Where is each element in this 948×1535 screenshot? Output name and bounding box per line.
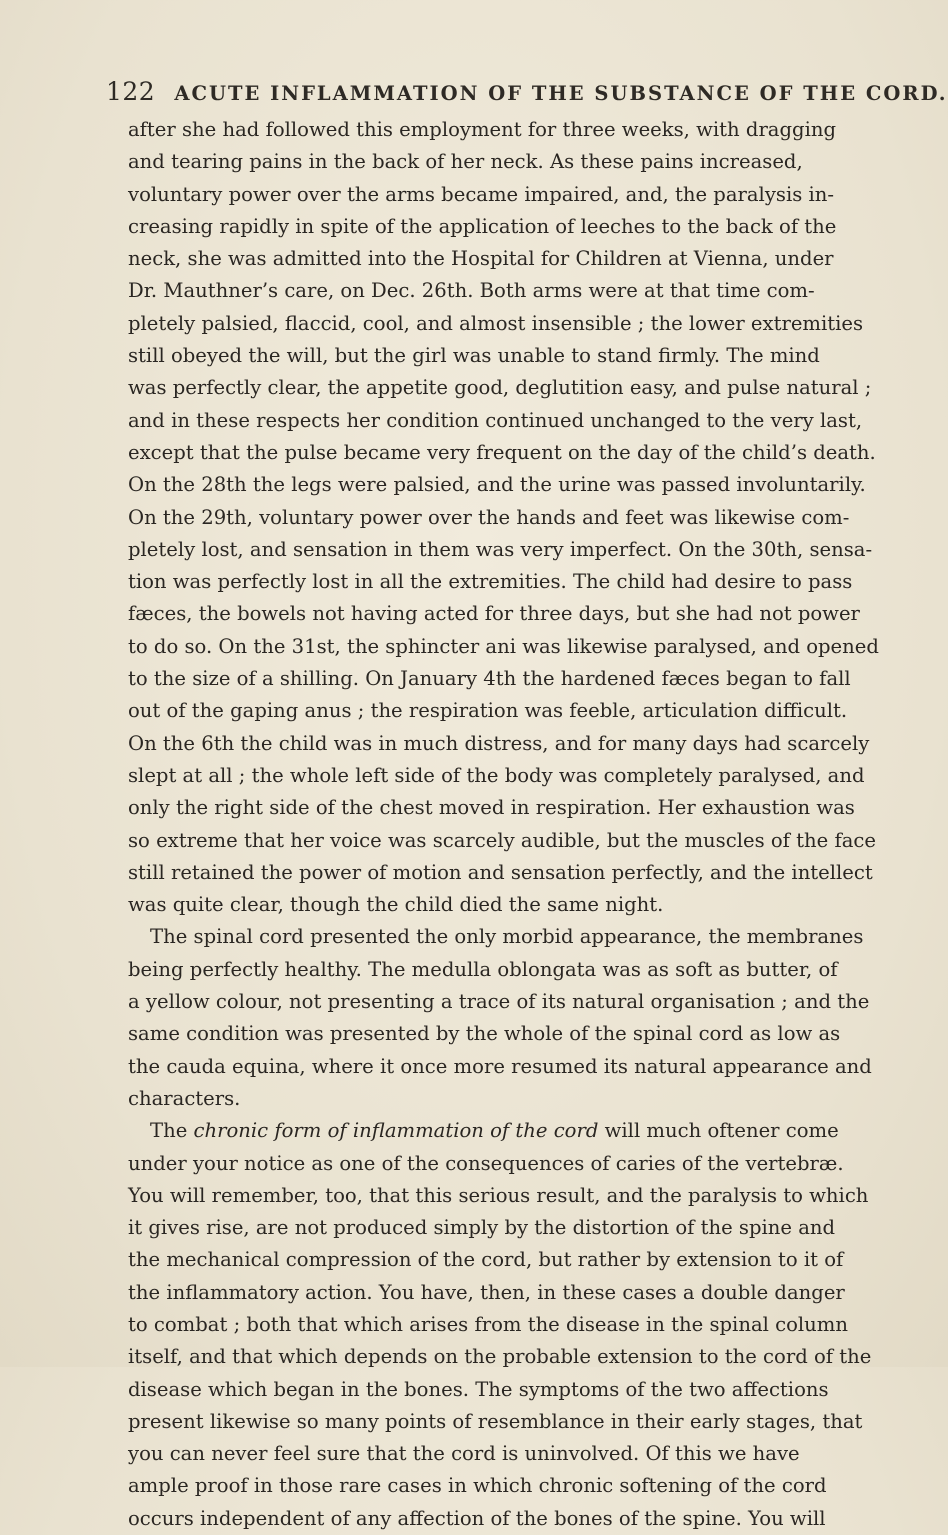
- text-segment: under your notice as one of the consequences of caries of the vertebræ.: [128, 1151, 844, 1175]
- text-segment: except that the pulse became very frequent on the day of the child’s death.: [128, 440, 876, 464]
- text-line: [128, 1406, 863, 1438]
- text-segment: creasing rapidly in spite of the application of leeches to the back of the: [128, 214, 837, 238]
- text-segment: neck, she was admitted into the Hospital for Children at Vienna, under: [128, 247, 834, 271]
- text-line: [128, 857, 873, 889]
- text-segment: characters.: [128, 1086, 241, 1110]
- text-segment: being perfectly healthy. The medulla oblongata was as soft as butter, of: [128, 957, 838, 981]
- body-text: [128, 114, 879, 1535]
- text-line: [128, 437, 876, 469]
- text-line: [128, 1180, 869, 1212]
- text-line: [128, 469, 866, 501]
- text-line: [128, 1148, 844, 1180]
- text-line: [128, 1018, 841, 1050]
- text-line: [128, 179, 835, 211]
- text-line: [128, 1374, 829, 1406]
- text-segment: to do so. On the 31st, the sphincter ani was likewise paralysed, and opened: [128, 634, 879, 658]
- text-line: [128, 243, 834, 275]
- text-line: [128, 1341, 872, 1373]
- text-segment: ample proof in those rare cases in which chronic softening of the cord: [128, 1474, 827, 1498]
- text-line: [128, 889, 796, 921]
- text-line: [128, 534, 873, 566]
- text-segment: you can never feel sure that the cord is uninvolved. Of this we have: [128, 1442, 800, 1466]
- text-line: [128, 728, 870, 760]
- text-segment: The: [150, 1119, 194, 1143]
- text-line: [128, 1438, 800, 1470]
- text-segment: Dr. Mauthner’s care, on Dec. 26th. Both arms were at that time com-: [128, 279, 815, 303]
- text-line: [128, 372, 872, 404]
- text-segment: same condition was presented by the whole of the spinal cord as low as: [128, 1022, 841, 1046]
- text-line: [128, 1244, 844, 1276]
- text-line: [128, 114, 837, 146]
- text-segment: to the size of a shilling. On January 4th the hardened fæces began to fall: [128, 667, 851, 691]
- text-segment: The spinal cord presented the only morbid appearance, the membranes: [150, 925, 864, 949]
- text-line: [128, 986, 870, 1018]
- text-segment: pletely lost, and sensation in them was very imperfect. On the 30th, sensa-: [128, 537, 873, 561]
- text-line: [128, 825, 876, 857]
- text-segment: disease which began in the bones. The symptoms of the two affections: [128, 1377, 829, 1401]
- text-line: [128, 598, 860, 630]
- text-line: [128, 1115, 839, 1147]
- text-line: [128, 1277, 845, 1309]
- text-segment: On the 6th the child was in much distress, and for many days had scarcely: [128, 731, 870, 755]
- text-segment: On the 29th, voluntary power over the hands and feet was likewise com-: [128, 505, 850, 529]
- text-segment: the inflammatory action. You have, then, in these cases a double danger: [128, 1280, 845, 1304]
- text-line: [128, 1309, 848, 1341]
- running-title: ACUTE INFLAMMATION OF THE SUBSTANCE OF THE CORD.: [174, 82, 948, 105]
- text-segment: after she had followed this employment for three weeks, with dragging: [128, 118, 837, 141]
- text-line: [128, 631, 879, 663]
- text-segment: pletely palsied, flaccid, cool, and almost insensible ; the lower extremities: [128, 311, 864, 335]
- text-segment: slept at all ; the whole left side of the body was completely paralysed, and: [128, 763, 865, 787]
- text-segment: so extreme that her voice was scarcely audible, but the muscles of the face: [128, 828, 876, 852]
- text-segment: fæces, the bowels not having acted for three days, but she had not power: [128, 602, 860, 626]
- text-segment: still retained the power of motion and sensation perfectly, and the intellect: [128, 860, 873, 884]
- text-segment: it gives rise, are not produced simply by the distortion of the spine and: [128, 1216, 836, 1240]
- text-segment: and tearing pains in the back of her neck. As these pains increased,: [128, 150, 803, 174]
- text-segment: voluntary power over the arms became impaired, and, the paralysis in-: [128, 182, 835, 206]
- text-line: [128, 1212, 836, 1244]
- text-line: [128, 760, 865, 792]
- text-line: [128, 1470, 827, 1502]
- text-line: [128, 275, 815, 307]
- italic-text: chronic form of inflammation of the cord: [193, 1119, 599, 1143]
- text-line: [128, 695, 848, 727]
- text-segment: itself, and that which depends on the probable extension to the cord of the: [128, 1345, 872, 1369]
- page-number: 122: [106, 77, 156, 106]
- running-head: [106, 77, 948, 106]
- text-line: [128, 663, 851, 695]
- text-line: [128, 502, 850, 534]
- text-line: [128, 1051, 872, 1083]
- text-line: [128, 340, 820, 372]
- text-segment: was perfectly clear, the appetite good, deglutition easy, and pulse natural ;: [128, 376, 872, 400]
- text-line: [128, 308, 864, 340]
- text-line: [128, 146, 803, 178]
- text-segment: out of the gaping anus ; the respiration was feeble, articulation difficult.: [128, 699, 848, 723]
- text-line: [128, 954, 838, 986]
- text-segment: present likewise so many points of resemblance in their early stages, that: [128, 1409, 863, 1433]
- text-line: [128, 1083, 796, 1115]
- text-segment: On the 28th the legs were palsied, and the urine was passed involuntarily.: [128, 473, 866, 497]
- text-segment: to combat ; both that which arises from the disease in the spinal column: [128, 1312, 848, 1336]
- text-line: [128, 792, 855, 824]
- text-segment: the mechanical compression of the cord, but rather by extension to it of: [128, 1248, 844, 1272]
- text-segment: still obeyed the will, but the girl was unable to stand firmly. The mind: [128, 344, 820, 368]
- text-segment: and in these respects her condition continued unchanged to the very last,: [128, 408, 863, 432]
- text-line: [128, 566, 853, 598]
- text-line: [128, 211, 837, 243]
- text-segment: will much oftener come: [598, 1119, 839, 1143]
- text-segment: only the right side of the chest moved in respiration. Her exhaustion was: [128, 796, 855, 820]
- text-segment: tion was perfectly lost in all the extremities. The child had desire to pass: [128, 570, 853, 594]
- text-line: [128, 1503, 826, 1535]
- text-line: [128, 405, 863, 437]
- text-segment: a yellow colour, not presenting a trace of its natural organisation ; and the: [128, 990, 870, 1014]
- text-segment: the cauda equina, where it once more resumed its natural appearance and: [128, 1054, 872, 1078]
- text-segment: You will remember, too, that this serious result, and the paralysis to which: [128, 1183, 869, 1207]
- text-segment: was quite clear, though the child died the same night.: [128, 893, 664, 917]
- text-line: [128, 921, 864, 953]
- text-segment: occurs independent of any affection of the bones of the spine. You will: [128, 1506, 826, 1530]
